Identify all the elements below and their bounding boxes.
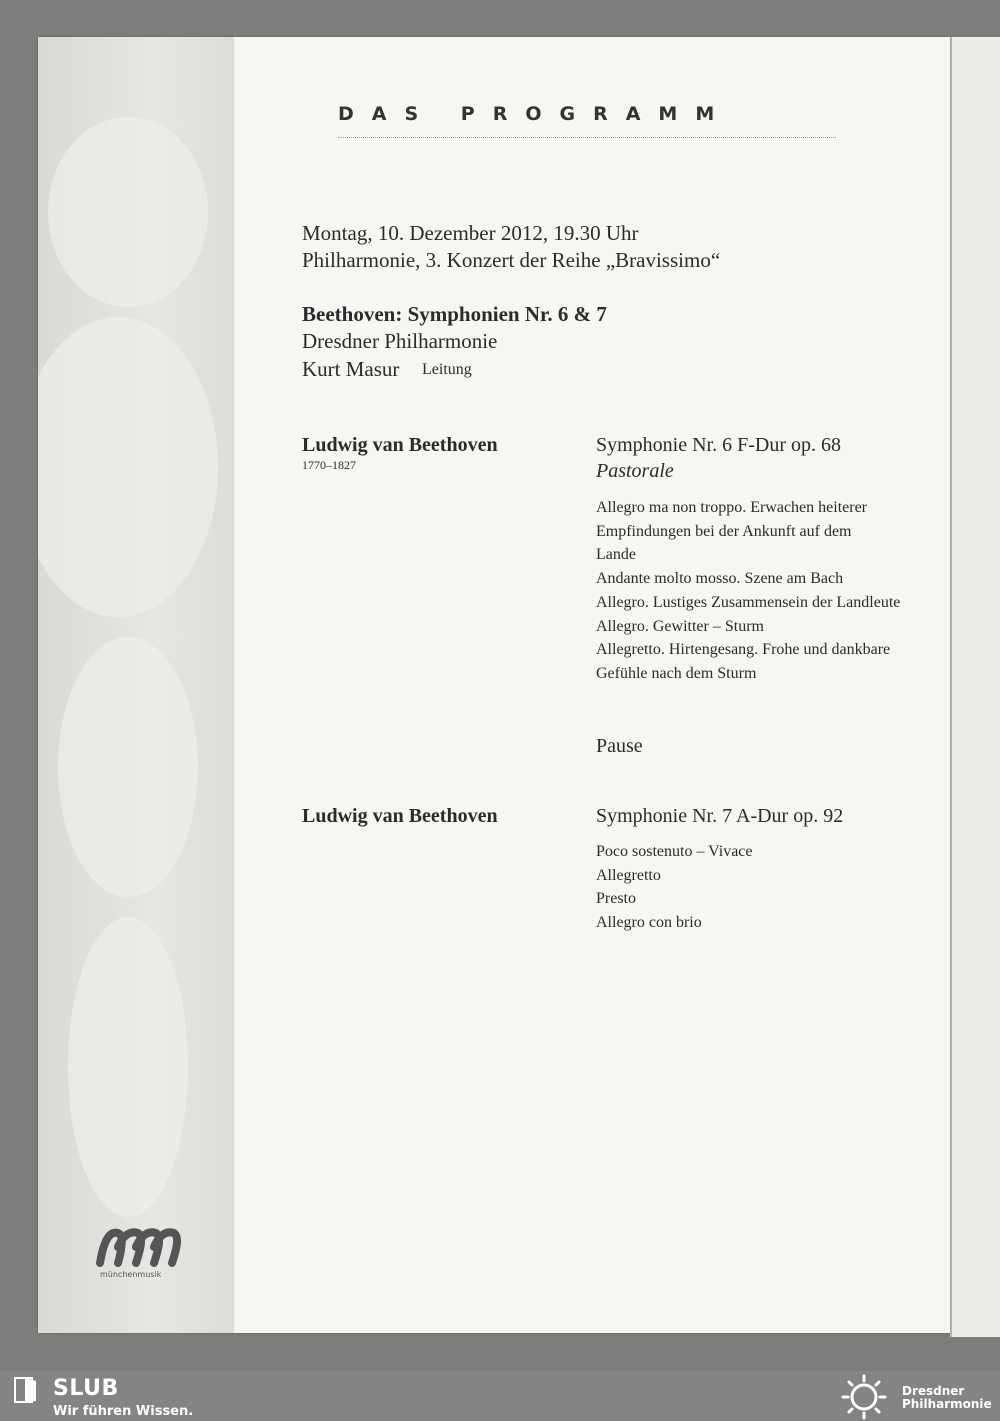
movement-line: Lande: [596, 546, 636, 564]
work2-movements: [596, 840, 753, 935]
movement-line: Allegro con brio: [596, 914, 702, 932]
partner-name-line1: Dresdner: [902, 1384, 965, 1398]
movement-line: Allegretto: [596, 866, 661, 884]
event-venue: Philharmonie, 3. Konzert der Reihe „Bravissimo“: [302, 248, 721, 272]
orchestra-name: Dresdner Philharmonie: [302, 329, 498, 353]
concert-title: Beethoven: Symphonien Nr. 6 & 7: [302, 302, 607, 326]
work1-composer-dates: 1770–1827: [302, 458, 356, 472]
sponsor-logo-text: münchenmusik: [100, 1270, 162, 1279]
conductor-role: Leitung: [422, 361, 472, 378]
adjacent-page-edge: [950, 37, 1000, 1337]
intermission: Pause: [596, 735, 643, 757]
movement-line: Allegro ma non troppo. Erwachen heiterer: [596, 499, 868, 516]
movement-line: Presto: [596, 890, 636, 908]
work2-title: Symphonie Nr. 7 A-Dur op. 92: [596, 805, 844, 827]
work1-composer: Ludwig van Beethoven: [302, 434, 498, 456]
work1-movements: [596, 496, 900, 686]
movement-line: Allegro. Gewitter – Sturm: [596, 617, 764, 635]
partner-name[interactable]: [902, 1385, 992, 1411]
movement-line: Allegro. Lustiges Zusammensein der Landleute: [596, 593, 901, 611]
library-tagline: Wir führen Wissen.: [53, 1404, 194, 1419]
movement-line: Andante molto mosso. Szene am Bach: [596, 570, 844, 588]
dresdner-philharmonie-sun-icon: [840, 1374, 888, 1420]
title-divider: [338, 137, 836, 138]
conductor-name: Kurt Masur: [302, 357, 400, 381]
muenchenmusik-logo: [96, 1219, 186, 1289]
work2-composer: Ludwig van Beethoven: [302, 805, 498, 827]
page-title: DAS PROGRAMM: [338, 103, 733, 125]
slub-bookmark-icon: [14, 1377, 38, 1403]
program-page: [38, 37, 950, 1333]
library-name[interactable]: SLUB: [53, 1376, 119, 1401]
work1-subtitle: Pastorale: [596, 460, 674, 482]
statue-image-sidebar: [38, 37, 234, 1333]
partner-name-line2: Philharmonie: [902, 1397, 992, 1411]
movement-line: Gefühle nach dem Sturm: [596, 664, 757, 682]
work1-title: Symphonie Nr. 6 F-Dur op. 68: [596, 434, 841, 456]
mm-logo-icon: [96, 1219, 186, 1269]
event-date: Montag, 10. Dezember 2012, 19.30 Uhr: [302, 221, 639, 245]
movement-line: Empfindungen bei der Ankunft auf dem: [596, 522, 852, 540]
movement-line: Allegretto. Hirtengesang. Frohe und dankbare: [596, 641, 891, 659]
movement-line: Poco sostenuto – Vivace: [596, 843, 753, 860]
